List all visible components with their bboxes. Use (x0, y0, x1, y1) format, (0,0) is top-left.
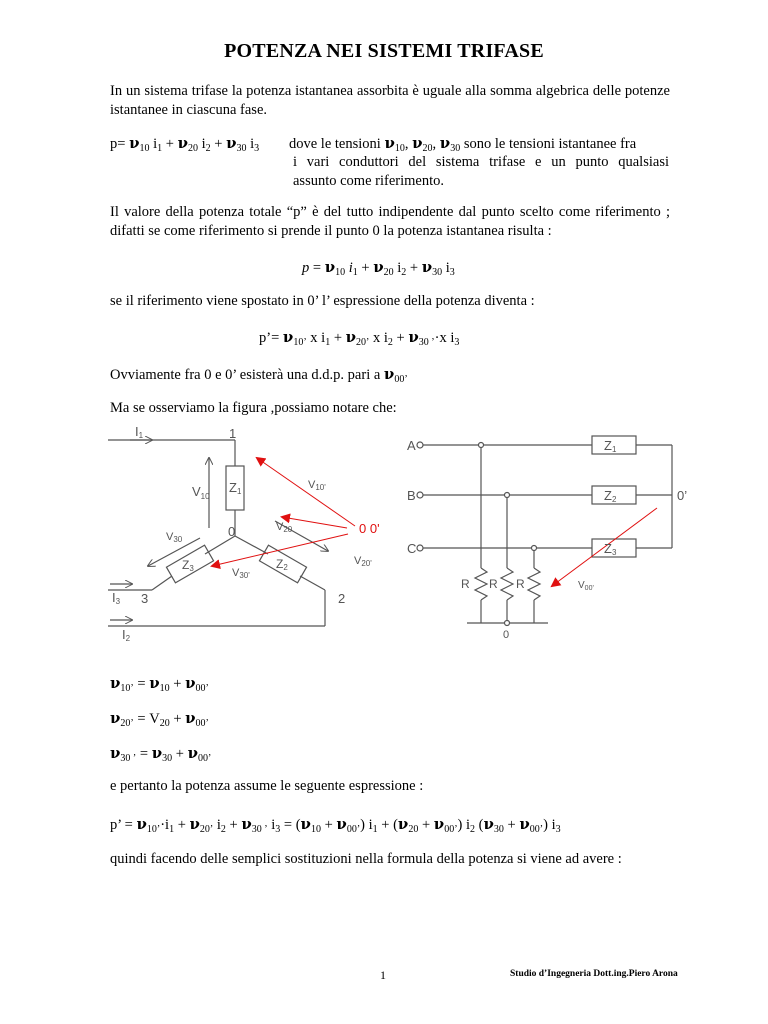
right-label-z1: Z1 (604, 438, 617, 454)
label-phase-c: C (407, 541, 417, 556)
formula-power-sum: $p= \nu_{10}$ $i_1 + \nu_{20}$ $i_2 + \nu_{30}$ $i_3$ (110, 134, 260, 154)
right-label-z3: Z3 (604, 541, 617, 557)
tension-description-line2: i vari conduttori del sistema trifase e un punto qualsiasi (293, 154, 669, 170)
label-v20-prime: V20' (354, 555, 372, 568)
label-v30-prime: V30' (232, 567, 250, 580)
label-v20: V20 (276, 521, 293, 534)
shift-reference-paragraph: se il riferimento viene spostato in 0’ l’ espressione della potenza diventa : (110, 293, 535, 309)
page-title: POTENZA NEI SISTEMI TRIFASE (224, 40, 544, 62)
label-z3: Z3 (182, 558, 194, 573)
equation-v10-prime: $\nu_{10’} = \nu_{10} + \nu_{00’}$ (110, 674, 209, 694)
label-right-node-0: 0 (503, 629, 510, 641)
label-node-1: 1 (229, 426, 237, 441)
label-v10: $V_{10}$ (192, 484, 210, 501)
formula-power-ref-0-prime: p’= $\nu_{10’}$ x $i_1 + \nu_{20’}$ x $i_2 + \nu_{30 ’}\cdot x$ $i_3$ (259, 328, 460, 348)
label-node-0-prime: 0’ (677, 488, 688, 503)
label-r1: R (461, 577, 470, 591)
label-r2: R (489, 577, 498, 591)
label-00-prime: 0 0' (359, 521, 380, 536)
label-i3: I3 (112, 590, 121, 606)
three-phase-circuit-diagram (100, 418, 700, 646)
formula-power-expanded: p’ = $\nu_{10’}\cdot i_1 + \nu_{20’}$ $i_2 + \nu_{30 ’}$ $i_3 = (\nu_{10} + \nu_{00’}) i_1 + (\nu_{20} + \nu_{00’})$ $i_2$ $(\nu_{30} + \nu_{00’})$ $i_3$ (110, 815, 561, 835)
equation-v30-prime: $\nu_{30 ’} = \nu_{30} + \nu_{00’}$ (110, 744, 212, 764)
label-v00-prime: $V_{00'}$ (578, 580, 594, 592)
expression-paragraph: e pertanto la potenza assume le seguente espressione : (110, 778, 424, 794)
red-arrow-v10p (257, 458, 355, 526)
label-v10-prime: V10' (308, 479, 326, 492)
substitution-paragraph: quindi facendo delle semplici sostituzioni nella formula della potenza si viene ad avere : (110, 851, 622, 867)
label-node-2: 2 (338, 591, 346, 606)
intro-paragraph: In un sistema trifase la potenza istantanea assorbita è uguale alla somma algebrica delle potenze istantanee in ciascuna fase. (110, 83, 670, 118)
resistor-1 (475, 568, 487, 600)
footer-studio: Studio d’Ingegneria Dott.ing.Piero Arona (510, 969, 678, 979)
resistor-3 (528, 568, 540, 600)
label-z1: Z1 (229, 480, 242, 496)
equation-v20-prime: $\nu_{20’} = V_{20} + \nu_{00’}$ (110, 709, 209, 729)
label-node-3: 3 (141, 591, 149, 606)
figure-intro-paragraph: Ma se osserviamo la figura ,possiamo notare che: (110, 400, 397, 416)
label-phase-a: A (407, 438, 416, 453)
label-i1: I1 (135, 424, 144, 440)
independence-paragraph: Il valore della potenza totale “p” è del tutto indipendente dal punto scelto come riferimento ; difatti se come riferimento si prende il punto 0 la potenza istantanea risulta : (110, 204, 670, 239)
label-v30: V30 (166, 531, 183, 544)
label-z2: Z2 (276, 557, 288, 572)
label-r3: R (516, 577, 525, 591)
page-number: 1 (380, 968, 386, 982)
label-i2: I2 (122, 627, 131, 643)
label-phase-b: B (407, 488, 416, 503)
right-label-z2: Z2 (604, 488, 617, 504)
tension-description-line3: assunto come riferimento. (293, 173, 444, 189)
resistive-star-diagram (417, 436, 672, 626)
ddp-paragraph: Ovviamente fra 0 e 0’ esisterà una d.d.p. pari a $\nu_{00’}$ (110, 365, 408, 385)
tension-description-line1: dove le tensioni $\nu_{10}$, $\nu_{20}$, $\nu_{30}$ sono le tensioni istantanee fra (289, 134, 637, 154)
label-node-0: 0 (228, 524, 236, 539)
formula-power-ref-0: $p = \nu_{10}$ $i_1 + \nu_{20}$ $i_2 + \nu_{30}$ $i_3$ (302, 258, 455, 278)
resistor-2 (501, 568, 513, 600)
